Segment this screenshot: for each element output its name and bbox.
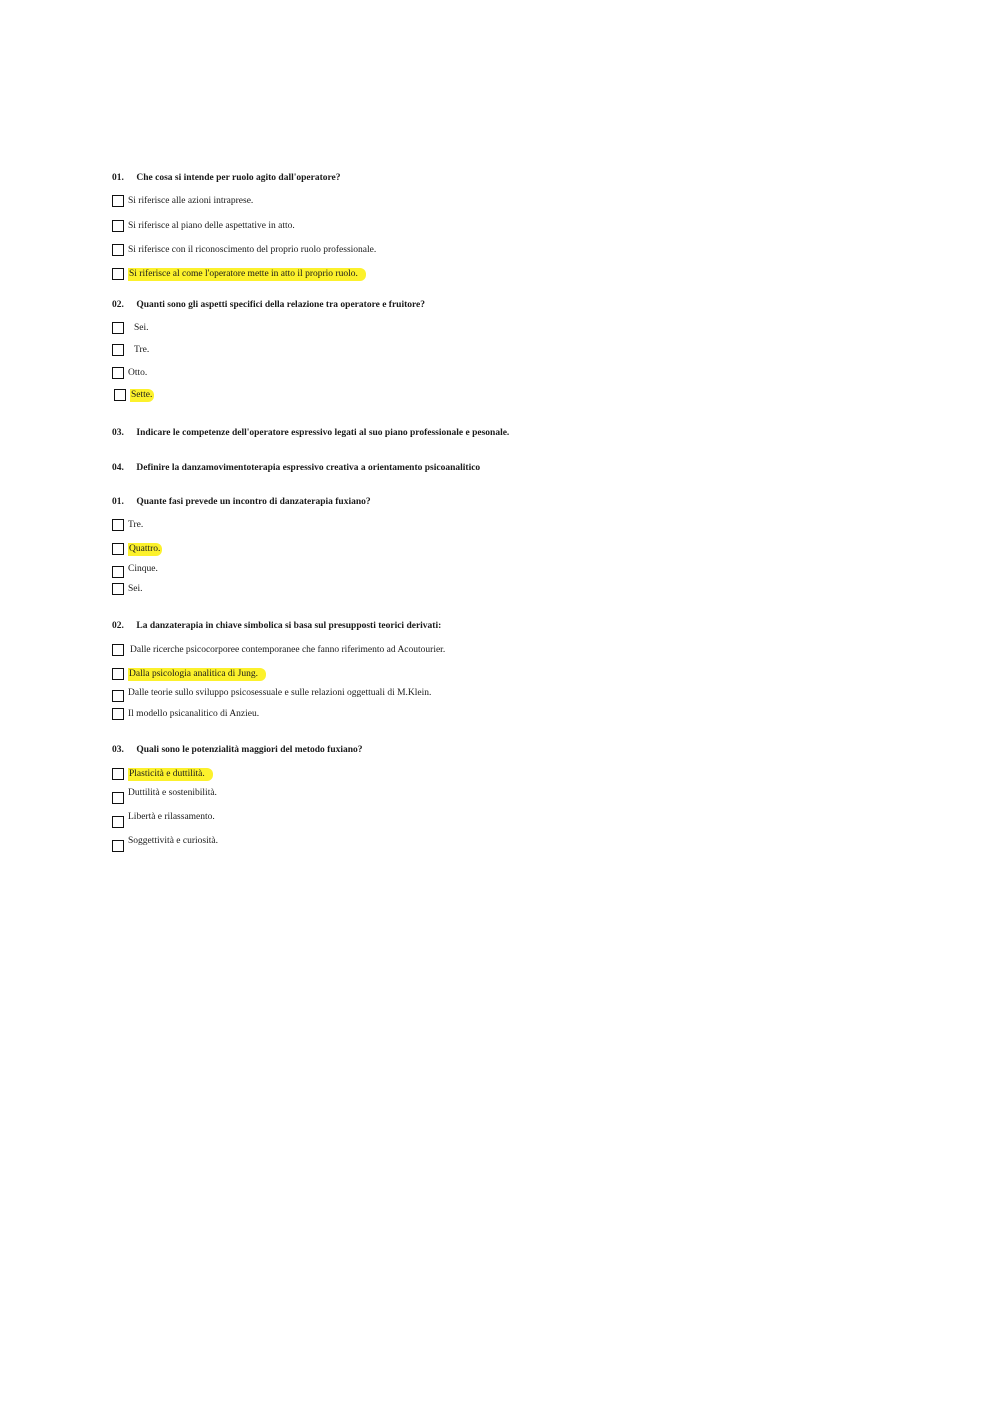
option-label: Dalle ricerche psicocorporee contemporanee che fanno riferimento ad Acoutourier. bbox=[130, 645, 446, 655]
option-label: Si riferisce al come l'operatore mette in atto il proprio ruolo. bbox=[128, 268, 366, 281]
option-label: Plasticità e duttilità. bbox=[128, 768, 213, 781]
option-label: Quattro. bbox=[129, 544, 161, 554]
question-text: La danzaterapia in chiave simbolica si basa sul presupposti teorici derivati: bbox=[136, 621, 442, 631]
checkbox[interactable] bbox=[112, 792, 124, 804]
question-5 bbox=[112, 497, 371, 507]
checkbox[interactable] bbox=[112, 322, 124, 334]
question-text: Che cosa si intende per ruolo agito dall'operatore? bbox=[136, 173, 341, 183]
question-text: Quanti sono gli aspetti specifici della relazione tra operatore e fruitore? bbox=[136, 300, 426, 310]
checkbox[interactable] bbox=[112, 816, 124, 828]
checkbox[interactable] bbox=[112, 220, 124, 232]
question-6 bbox=[112, 621, 441, 631]
checkbox[interactable] bbox=[112, 344, 124, 356]
checkbox[interactable] bbox=[114, 389, 126, 401]
option-label: Tre. bbox=[128, 520, 144, 530]
checkbox[interactable] bbox=[112, 708, 124, 720]
option-label: Si riferisce al piano delle aspettative in atto. bbox=[128, 221, 295, 231]
checkbox[interactable] bbox=[112, 195, 124, 207]
option-label: Soggettività e curiosità. bbox=[128, 836, 218, 846]
checkbox[interactable] bbox=[112, 668, 124, 680]
checkbox[interactable] bbox=[112, 840, 124, 852]
question-text: Definire la danzamovimentoterapia espressivo creativa a orientamento psicoanalitico bbox=[136, 463, 481, 473]
question-number: 03. bbox=[112, 745, 124, 755]
checkbox[interactable] bbox=[112, 768, 124, 780]
question-4 bbox=[112, 463, 480, 473]
option-label: Si riferisce alle azioni intraprese. bbox=[128, 196, 254, 206]
option-label: Otto. bbox=[128, 368, 148, 378]
question-number: 04. bbox=[112, 463, 124, 473]
question-text: Quali sono le potenzialità maggiori del metodo fuxiano? bbox=[136, 745, 363, 755]
option-label: Libertà e rilassamento. bbox=[128, 812, 215, 822]
question-3 bbox=[112, 428, 509, 438]
question-1 bbox=[112, 173, 341, 183]
checkbox[interactable] bbox=[112, 268, 124, 280]
question-text: Indicare le competenze dell'operatore espressivo legati al suo piano professionale e pesonale. bbox=[136, 428, 510, 438]
checkbox[interactable] bbox=[112, 566, 124, 578]
question-number: 02. bbox=[112, 300, 124, 310]
option-label: Si riferisce con il riconoscimento del proprio ruolo professionale. bbox=[128, 245, 377, 255]
option-label: Sette. bbox=[131, 390, 153, 400]
checkbox[interactable] bbox=[112, 244, 124, 256]
checkbox[interactable] bbox=[112, 644, 124, 656]
checkbox[interactable] bbox=[112, 519, 124, 531]
question-7 bbox=[112, 745, 363, 755]
question-text: Quante fasi prevede un incontro di danzaterapia fuxiano? bbox=[136, 497, 371, 507]
checkbox[interactable] bbox=[112, 367, 124, 379]
option-label: Il modello psicanalitico di Anzieu. bbox=[128, 709, 260, 719]
option-label: Dalla psicologia analitica di Jung. bbox=[128, 668, 266, 681]
option-label: Dalle teorie sullo sviluppo psicosessuale e sulle relazioni oggettuali di M.Klein. bbox=[128, 688, 432, 698]
question-number: 03. bbox=[112, 428, 124, 438]
question-number: 02. bbox=[112, 621, 124, 631]
question-number: 01. bbox=[112, 173, 124, 183]
checkbox[interactable] bbox=[112, 583, 124, 595]
checkbox[interactable] bbox=[112, 543, 124, 555]
option-label: Tre. bbox=[134, 345, 150, 355]
option-label: Sei. bbox=[128, 584, 143, 594]
question-2 bbox=[112, 300, 425, 310]
option-label: Cinque. bbox=[128, 564, 158, 574]
checkbox[interactable] bbox=[112, 690, 124, 702]
question-number: 01. bbox=[112, 497, 124, 507]
option-label: Sei. bbox=[134, 323, 149, 333]
option-label: Duttilità e sostenibilità. bbox=[128, 788, 217, 798]
